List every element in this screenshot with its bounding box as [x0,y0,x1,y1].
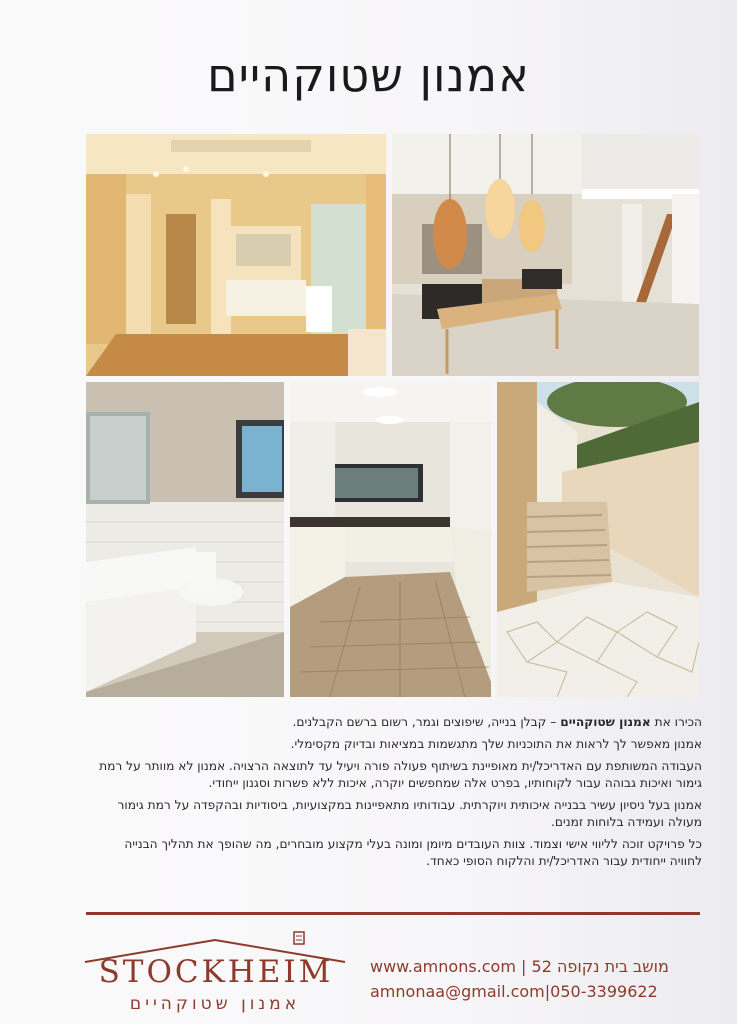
separator: | [544,982,551,1001]
page-title: אמנון שטוקהיים [207,48,530,102]
company-name: אמנון שטוקהיים [560,715,651,729]
logo-wordmark: STOCKHEIM [98,954,334,990]
photo-living-room [392,134,699,376]
logo [80,928,350,1020]
photo-kitchen [290,382,491,697]
paragraph-2: אמנון מאפשר לך לראות את התוכניות שלך מתגשמות במציאות ובדיוק מקסימלי. [290,737,702,751]
phone-number[interactable]: 050-3399622 [550,982,658,1001]
description-text [96,714,702,875]
paragraph-4: אמנון בעל ניסיון עשיר בבנייה איכותית ויוקרתית. עבודותיו מתאפיינות במקצועיות, ביסודיות ובהקפדה על רמת גימור מעולה ועמידה בלוחות זמנים. [117,798,702,829]
address: מושב בית נקופה 52 [531,957,669,976]
photo-garden-stairs [497,382,699,697]
paragraph-3: העבודה המשותפת עם האדריכל/ית מאופיינת בשיתוף פעולה פורה ויעיל עד לתוצאה הרצויה. אמנון לא מוותר על רמת גימור ואיכות גבוהה עבור לקוחותיו, בפרט אלה שמחפשים יוקרה, איכות ללא פשרות וסגנון ייחודי. [99,759,702,790]
photo-bathroom [86,382,284,697]
contact-line-1 [370,957,700,976]
separator: | [521,957,527,976]
website-link[interactable]: www.amnons.com [370,957,516,976]
email-link[interactable]: amnonaa@gmail.com [370,982,545,1001]
intro-paragraph: הכירו את אמנון שטוקהיים – קבלן בנייה, שיפוצים וגמר, רשום ברשם הקבלנים. [292,715,702,729]
divider [86,912,700,915]
logo-hebrew-name: אמנון שטוקהיים [129,994,301,1014]
photo-hallway [86,134,386,376]
paragraph-5: כל פרויקט זוכה לליווי אישי וצמוד. צוות העובדים מיומן ומונה בעלי מקצוע מובחרים, מה שהופך את תהליך הבנייה לחוויה ייחודית עבור האדריכל/ית והלקוח הסופי כאחד. [124,837,702,868]
contact-line-2 [370,982,700,1001]
